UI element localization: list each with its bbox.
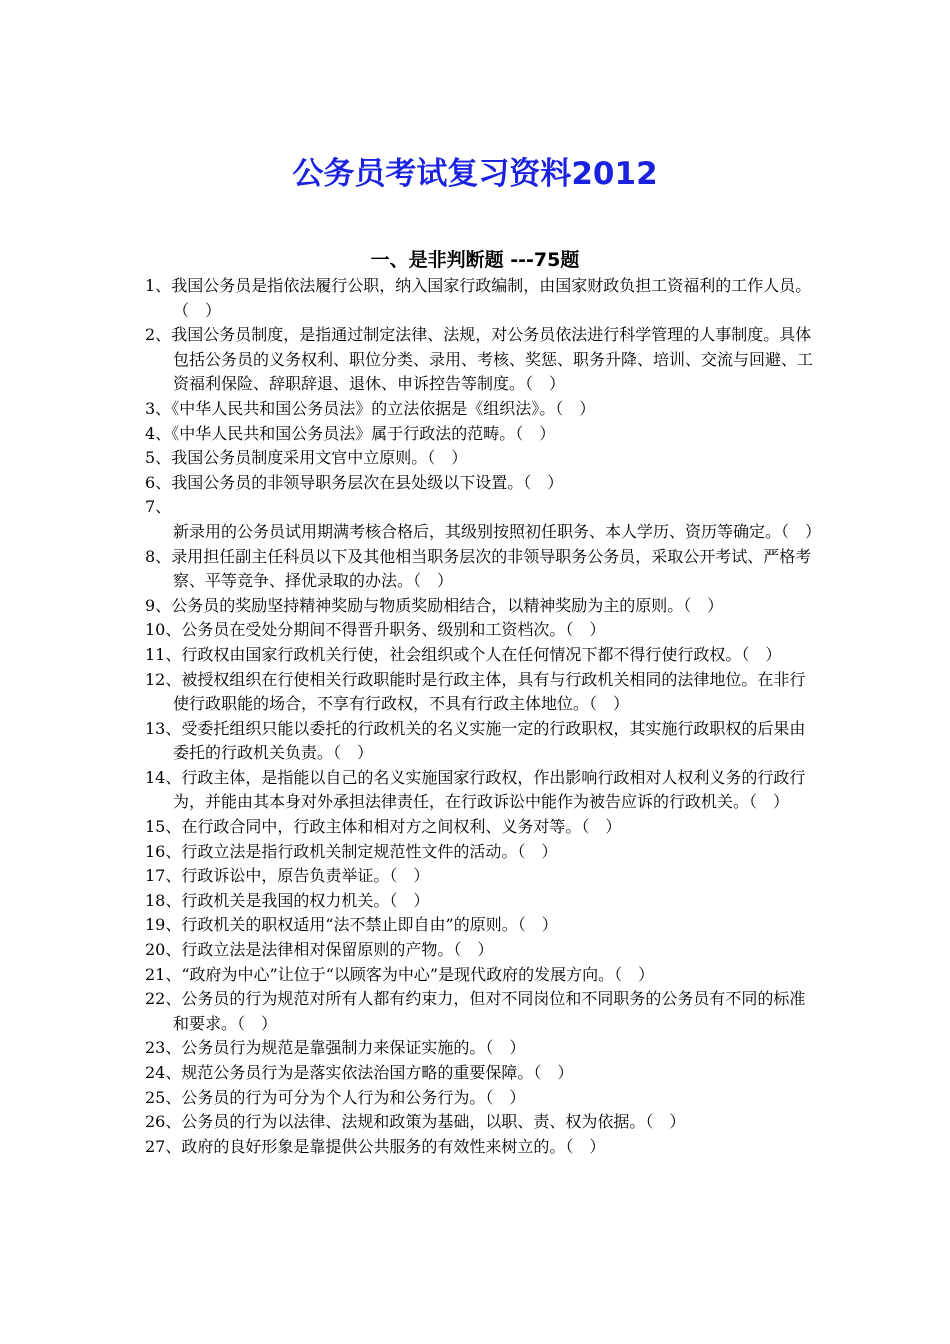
question-number: 5、: [145, 448, 172, 468]
question-item: [145, 495, 822, 544]
question-item: [145, 1036, 813, 1061]
question-item: [145, 913, 813, 938]
question-text: 在行政合同中，行政主体和相对方之间权利、义务对等。（ ）: [181, 817, 622, 837]
question-number: 12、: [145, 669, 182, 689]
question-text: 《中华人民共和国公务员法》属于行政法的范畴。（ ）: [171, 423, 556, 443]
question-text: 被授权组织在行使相关行政职能时是行政主体，具有与行政机关相同的法律地位。在非行使行政职能的场合，不享有行政权，不具有行政主体地位。（ ）: [173, 669, 806, 714]
question-text: 行政机关是我国的权力机关。（ ）: [181, 890, 430, 910]
question-number: 27、: [145, 1136, 182, 1156]
question-item: [145, 471, 813, 496]
question-item: [145, 815, 813, 840]
question-text: 公务员的行为规范对所有人都有约束力，但对不同岗位和不同职务的公务员有不同的标准和要求。（ ）: [173, 989, 806, 1033]
question-number: 15、: [145, 817, 182, 837]
question-text: 受委托组织只能以委托的行政机关的名义实施一定的行政职权，其实施行政职权的后果由委托的行政机关负责。（ ）: [173, 718, 806, 763]
question-text: 我国公务员的非领导职务层次在县处级以下设置。（ ）: [171, 472, 564, 492]
question-item: [145, 422, 813, 447]
question-text: 公务员的行为可分为个人行为和公务行为。（ ）: [181, 1087, 526, 1107]
question-item: [145, 618, 813, 643]
question-text: 公务员的奖励坚持精神奖励与物质奖励相结合，以精神奖励为主的原则。（ ）: [171, 595, 724, 615]
question-text: 《中华人民共和国公务员法》的立法依据是《组织法》。（ ）: [171, 398, 596, 418]
question-text: 行政机关的职权适用“法不禁止即自由”的原则。（ ）: [181, 915, 558, 935]
question-item: [145, 840, 813, 865]
question-number: 21、: [145, 964, 182, 984]
question-item: [145, 594, 813, 619]
question-item: [145, 274, 820, 323]
question-item: [145, 717, 813, 766]
question-item: [145, 446, 813, 471]
question-text: 行政诉讼中，原告负责举证。（ ）: [181, 866, 430, 886]
question-number: 24、: [145, 1063, 182, 1082]
question-item: [145, 987, 813, 1036]
question-number: 22、: [145, 989, 182, 1009]
question-text: 我国公务员制度采用文官中立原则。（ ）: [171, 448, 468, 468]
question-text: 公务员在受处分期间不得晋升职务、级别和工资档次。（ ）: [181, 620, 606, 640]
question-number: 13、: [145, 718, 182, 738]
question-text: 我国公务员制度，是指通过制定法律、法规，对公务员依法进行科学管理的人事制度。具体包括公务员的义务权利、职位分类、录用、考核、奖惩、职务升降、培训、交流与回避、工资福利保险、辞职辞退、退休、申诉控告等制度。（ ）: [171, 325, 814, 394]
question-number: 7、: [145, 497, 172, 517]
question-item: [145, 963, 813, 988]
question-text: 政府的良好形象是靠提供公共服务的有效性来树立的。（ ）: [181, 1136, 606, 1156]
document-title: 公务员考试复习资料2012: [292, 156, 658, 192]
question-number: 2、: [145, 325, 172, 345]
question-number: 26、: [145, 1112, 182, 1132]
question-number: 3、: [145, 398, 172, 418]
question-number: 20、: [145, 940, 182, 960]
question-number: 1、: [145, 276, 172, 295]
question-item: [145, 1135, 813, 1160]
question-text: 行政主体，是指能以自己的名义实施国家行政权，作出影响行政相对人权利义务的行政行为，并能由其本身对外承担法律责任，在行政诉讼中能作为被告应诉的行政机关。（ ）: [173, 767, 806, 812]
question-number: 18、: [145, 890, 182, 910]
question-text: 公务员的行为以法律、法规和政策为基础，以职、责、权为依据。（ ）: [181, 1112, 686, 1132]
question-number: 6、: [145, 472, 172, 492]
question-number: 8、: [145, 546, 172, 566]
question-text: 规范公务员行为是落实依法治国方略的重要保障。（ ）: [181, 1063, 574, 1082]
question-number: 14、: [145, 767, 182, 787]
question-item: [145, 323, 813, 397]
question-item: [145, 938, 813, 963]
question-list: [145, 274, 822, 1159]
question-number: 19、: [145, 915, 182, 935]
question-item: [145, 1086, 813, 1111]
question-text: 行政立法是指行政机关制定规范性文件的活动。（ ）: [181, 841, 558, 861]
question-item: [145, 545, 813, 594]
question-text: “政府为中心”让位于“以顾客为中心”是现代政府的发展方向。（ ）: [181, 964, 655, 984]
question-text: 录用担任副主任科员以下及其他相当职务层次的非领导职务公务员，采取公开考试、严格考察、平等竞争、择优录取的办法。（ ）: [171, 546, 812, 591]
question-text: 行政权由国家行政机关行使，社会组织或个人在任何情况下都不得行使行政权。（ ）: [181, 644, 782, 664]
question-number: 10、: [145, 620, 182, 640]
question-number: 17、: [145, 866, 182, 886]
question-item: [145, 668, 813, 717]
question-item: [145, 643, 813, 668]
question-text: 我国公务员是指依法履行公职，纳入国家行政编制，由国家财政负担工资福利的工作人员。 （ ）: [171, 276, 820, 320]
question-item: [145, 864, 813, 889]
question-item: [145, 397, 813, 422]
question-item: [145, 766, 813, 815]
section-heading: 一、是非判断题 ---75题: [370, 249, 580, 271]
question-text: 新录用的公务员试用期满考核合格后，其级别按照初任职务、本人学历、资历等确定。（ ）: [173, 521, 822, 541]
question-number: 4、: [145, 423, 172, 443]
question-text: 公务员行为规范是靠强制力来保证实施的。（ ）: [181, 1038, 526, 1058]
question-number: 16、: [145, 841, 182, 861]
question-number: 23、: [145, 1038, 182, 1058]
question-item: [145, 889, 813, 914]
question-item: [145, 1110, 813, 1135]
question-text: 行政立法是法律相对保留原则的产物。（ ）: [181, 940, 494, 960]
question-number: 11、: [145, 644, 182, 664]
question-item: [145, 1061, 813, 1086]
question-number: 25、: [145, 1087, 182, 1107]
question-number: 9、: [145, 595, 172, 615]
